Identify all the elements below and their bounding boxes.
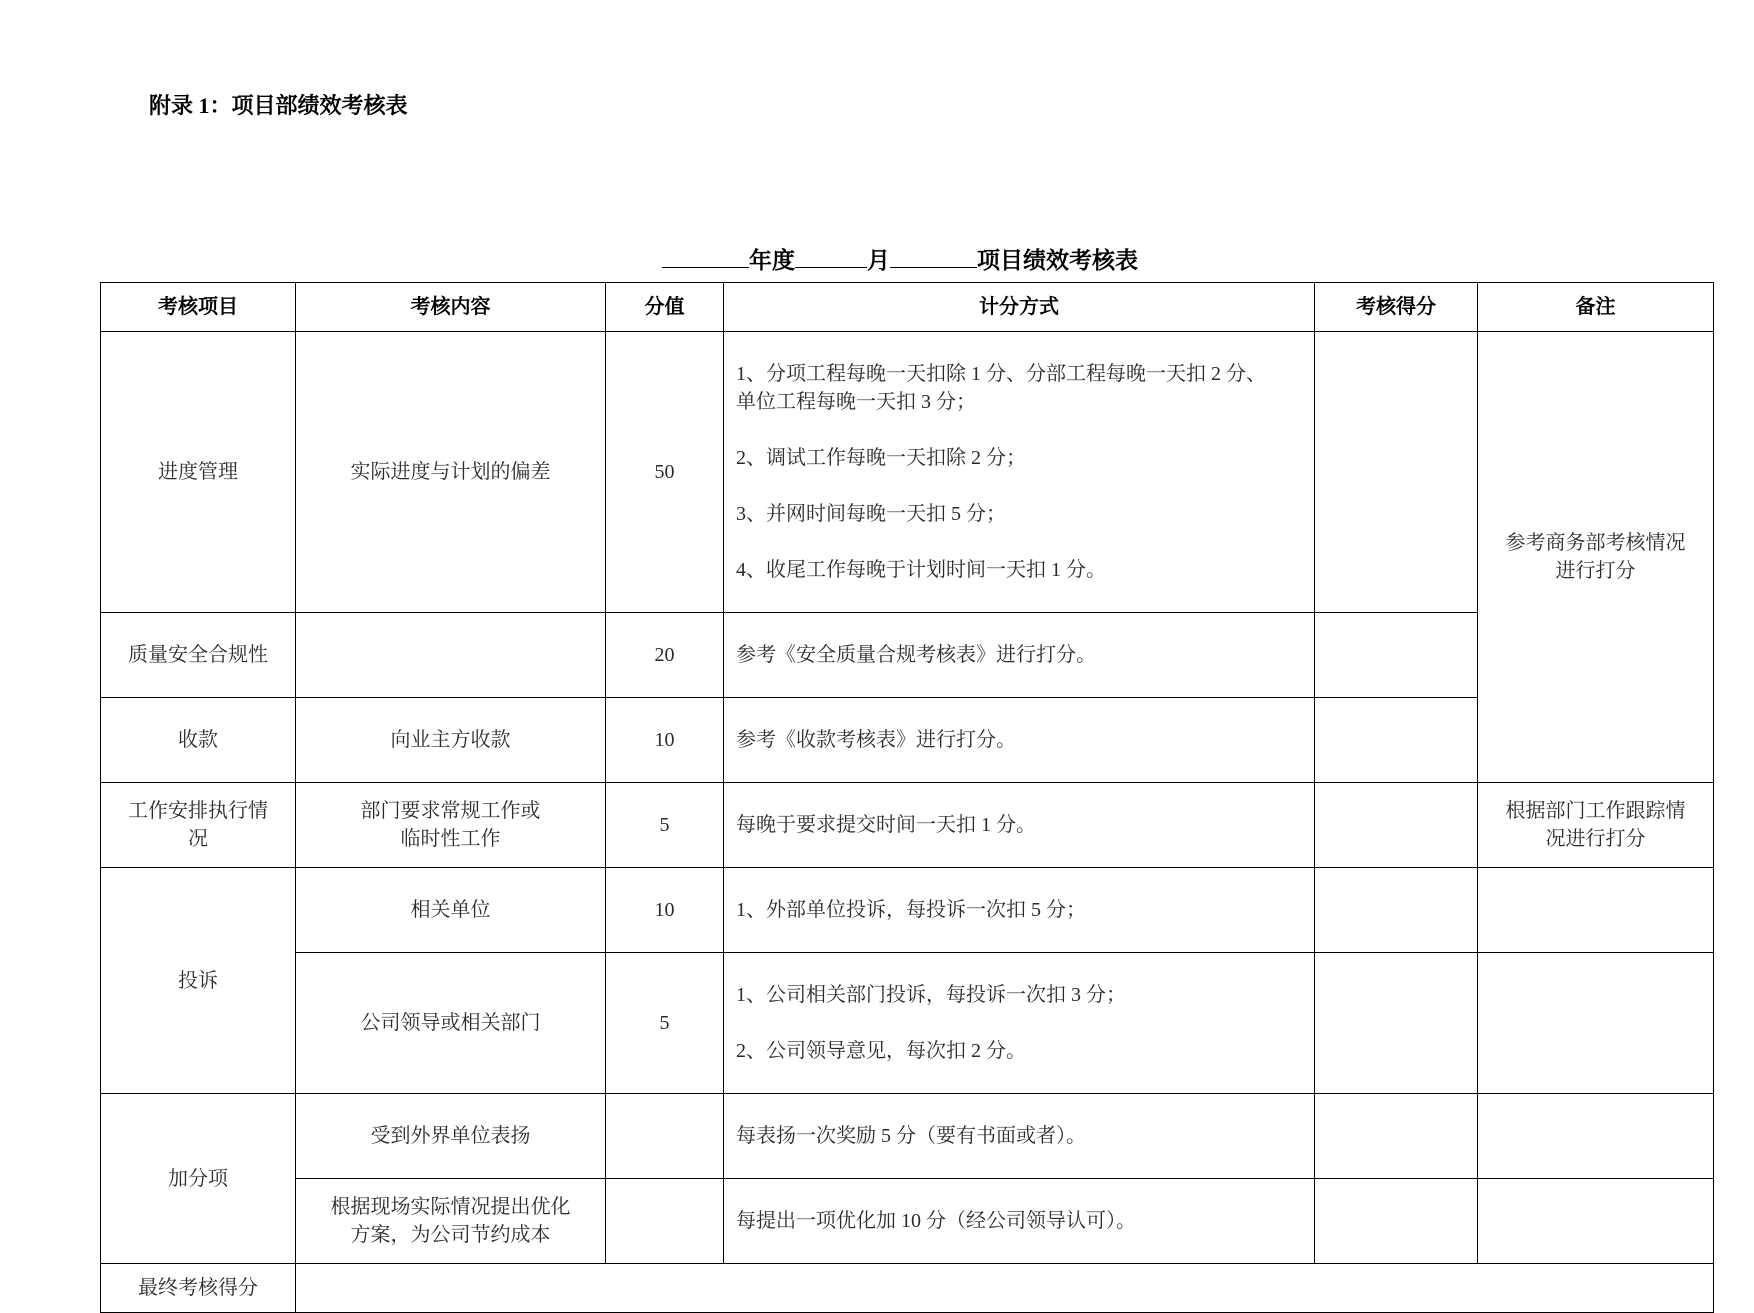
table-row: [101, 698, 1714, 783]
table-title: [662, 242, 1138, 275]
evaluation-table: [100, 282, 1714, 1313]
header-remark: 备注: [1478, 283, 1714, 332]
method-line: 1、分项工程每晚一天扣除 1 分、分部工程每晚一天扣 2 分、 单位工程每晚一天扣 3 分；: [736, 363, 1266, 413]
method-line: 每表扬一次奖励 5 分（要有书面或者）。: [736, 1125, 1086, 1147]
remark-cell: [1478, 868, 1714, 953]
score-cell: [606, 1179, 724, 1264]
item-cell: 进度管理: [101, 332, 296, 613]
project-blank: [890, 247, 977, 268]
month-label: 月: [867, 248, 890, 273]
content-cell: 相关单位: [296, 868, 606, 953]
content-cell: 实际进度与计划的偏差: [296, 332, 606, 613]
method-cell: [724, 698, 1315, 783]
header-score: 分值: [606, 283, 724, 332]
method-cell: [724, 868, 1315, 953]
item-cell: 加分项: [101, 1094, 296, 1264]
table-row: [101, 953, 1714, 1094]
result-cell: [1315, 868, 1478, 953]
score-cell: 5: [606, 783, 724, 868]
remark-cell: 参考商务部考核情况 进行打分: [1478, 332, 1714, 783]
content-cell: 受到外界单位表扬: [296, 1094, 606, 1179]
method-line: 每晚于要求提交时间一天扣 1 分。: [736, 814, 1036, 836]
item-cell: 质量安全合规性: [101, 613, 296, 698]
method-cell: [724, 613, 1315, 698]
appendix-title: 附录 1：项目部绩效考核表: [149, 93, 408, 118]
remark-cell: [1478, 1179, 1714, 1264]
method-cell: [724, 783, 1315, 868]
header-content: 考核内容: [296, 283, 606, 332]
result-cell: [1315, 1094, 1478, 1179]
table-row: [101, 332, 1714, 613]
item-cell: 工作安排执行情 况: [101, 783, 296, 868]
header-method: 计分方式: [724, 283, 1315, 332]
remark-cell: [1478, 1094, 1714, 1179]
method-line: 4、收尾工作每晚于计划时间一天扣 1 分。: [736, 559, 1106, 581]
month-blank: [795, 247, 867, 268]
result-cell: [1315, 953, 1478, 1094]
score-cell: 50: [606, 332, 724, 613]
table-row: [101, 868, 1714, 953]
header-row: [101, 283, 1714, 332]
item-cell: 投诉: [101, 868, 296, 1094]
content-cell: 根据现场实际情况提出优化 方案，为公司节约成本: [296, 1179, 606, 1264]
score-cell: 20: [606, 613, 724, 698]
method-line: 2、公司领导意见，每次扣 2 分。: [736, 1040, 1026, 1062]
year-label: 年度: [749, 248, 795, 273]
method-line: 2、调试工作每晚一天扣除 2 分；: [736, 447, 1026, 469]
content-cell: 向业主方收款: [296, 698, 606, 783]
table-row: [101, 1179, 1714, 1264]
result-cell: [1315, 613, 1478, 698]
final-score-value: [296, 1264, 1714, 1313]
table-row: [101, 1094, 1714, 1179]
result-cell: [1315, 332, 1478, 613]
final-score-label: 最终考核得分: [101, 1264, 296, 1313]
remark-cell: 根据部门工作跟踪情 况进行打分: [1478, 783, 1714, 868]
method-line: 1、外部单位投诉，每投诉一次扣 5 分；: [736, 899, 1086, 921]
method-cell: [724, 953, 1315, 1094]
table-row: [101, 613, 1714, 698]
content-cell: 部门要求常规工作或 临时性工作: [296, 783, 606, 868]
content-cell: [296, 613, 606, 698]
method-line: 1、公司相关部门投诉，每投诉一次扣 3 分；: [736, 984, 1126, 1006]
method-line: 3、并网时间每晚一天扣 5 分；: [736, 503, 1006, 525]
method-cell: [724, 332, 1315, 613]
result-cell: [1315, 698, 1478, 783]
item-cell: 收款: [101, 698, 296, 783]
final-score-row: [101, 1264, 1714, 1313]
header-result: 考核得分: [1315, 283, 1478, 332]
method-line: 参考《安全质量合规考核表》进行打分。: [736, 644, 1096, 666]
method-cell: [724, 1179, 1315, 1264]
score-cell: 5: [606, 953, 724, 1094]
method-line: 参考《收款考核表》进行打分。: [736, 729, 1016, 751]
table-row: [101, 783, 1714, 868]
year-blank: [662, 247, 749, 268]
result-cell: [1315, 1179, 1478, 1264]
result-cell: [1315, 783, 1478, 868]
content-cell: 公司领导或相关部门: [296, 953, 606, 1094]
method-cell: [724, 1094, 1315, 1179]
table-title-suffix: 项目绩效考核表: [977, 248, 1138, 273]
remark-cell: [1478, 953, 1714, 1094]
method-line: 每提出一项优化加 10 分（经公司领导认可）。: [736, 1210, 1136, 1232]
score-cell: 10: [606, 698, 724, 783]
header-item: 考核项目: [101, 283, 296, 332]
score-cell: 10: [606, 868, 724, 953]
score-cell: [606, 1094, 724, 1179]
